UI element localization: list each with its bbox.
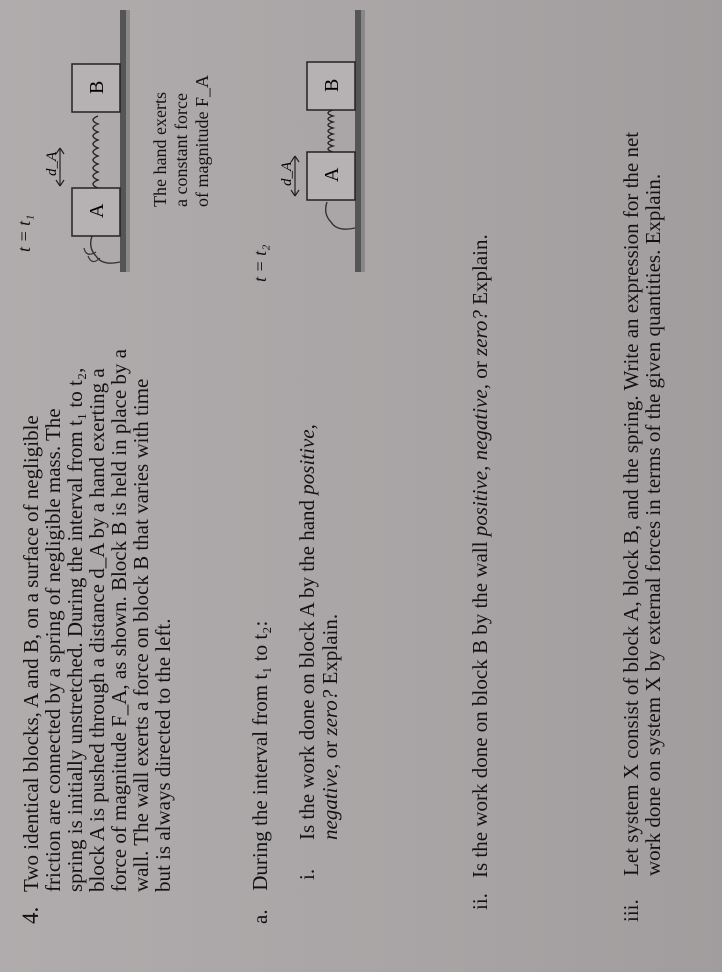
problem-line: friction are connected by a spring of negligible mass. The xyxy=(41,408,65,892)
part-a-label: a. xyxy=(248,909,272,924)
block-a-label: A xyxy=(86,203,108,218)
part-ii-label: ii. xyxy=(468,893,492,910)
floor-t2 xyxy=(355,10,361,272)
diagram-t2 xyxy=(275,2,395,272)
caption-line: a constant force xyxy=(171,93,191,207)
part-ii xyxy=(468,234,493,910)
diagram-t1 xyxy=(40,2,160,272)
t2-label: t = t₂ xyxy=(250,244,270,282)
problem-line: Two identical blocks, A and B, on a surface of negligible xyxy=(19,415,43,892)
part-ii-option: positive, negative, xyxy=(468,384,492,537)
part-i-question xyxy=(296,424,342,840)
caption-line: The hand exerts xyxy=(150,92,170,207)
block-a-label: A xyxy=(321,167,343,182)
hand-icon xyxy=(326,202,355,229)
part-i-text: Explain. xyxy=(318,613,342,690)
part-i-option: negative, xyxy=(318,763,342,840)
caption-line: of magnitude F_A xyxy=(192,75,212,207)
floor-t1 xyxy=(120,10,126,272)
problem-line: but is always directed to the left. xyxy=(151,618,175,892)
distance-label: d_A xyxy=(44,151,60,176)
part-i-option: zero? xyxy=(318,689,342,736)
spring-icon xyxy=(93,116,98,188)
problem-line: wall. The wall exerts a force on block B that varies with time xyxy=(129,378,153,892)
part-iii-label: iii. xyxy=(619,899,643,922)
part-i-label: i. xyxy=(295,868,319,880)
part-iii-line: work done on system X by external forces in terms of the given quantities. Explain. xyxy=(641,173,665,876)
part-ii-text: or xyxy=(468,356,492,385)
part-a xyxy=(248,621,273,924)
part-i-option: positive, xyxy=(295,424,319,495)
hand-icon xyxy=(91,236,120,263)
part-i-text: or xyxy=(318,735,342,764)
block-b-label: B xyxy=(86,80,108,94)
problem-line: block A is pushed through a distance d_A by a hand exerting a xyxy=(85,368,109,892)
part-a-text: During the interval from t₁ to t₂: xyxy=(248,620,272,891)
spring-icon xyxy=(328,110,333,152)
block-b-label: B xyxy=(321,78,343,92)
problem-text xyxy=(20,232,174,892)
problem-line: spring is initially unstretched. During the interval from t₁ to t₂, xyxy=(63,367,87,892)
distance-label: d_A xyxy=(279,161,295,186)
floor-shadow-t1 xyxy=(126,10,130,272)
part-iii-question xyxy=(620,132,664,876)
part-ii-text: Explain. xyxy=(468,234,492,311)
t1-label: t = t₁ xyxy=(14,214,34,252)
floor-shadow-t2 xyxy=(361,10,365,272)
part-ii-text: Is the work done on block B by the wall xyxy=(468,536,492,878)
part-ii-option: zero? xyxy=(468,310,492,357)
problem-number: 4. xyxy=(18,906,43,924)
part-iii-line: Let system X consist of block A, block B, and the spring. Write an expression for the net xyxy=(619,131,643,876)
part-i-text: Is the work done on block A by the hand xyxy=(295,494,319,840)
problem-line: force of magnitude F_A, as shown. Block B is held in place by a xyxy=(107,349,131,892)
